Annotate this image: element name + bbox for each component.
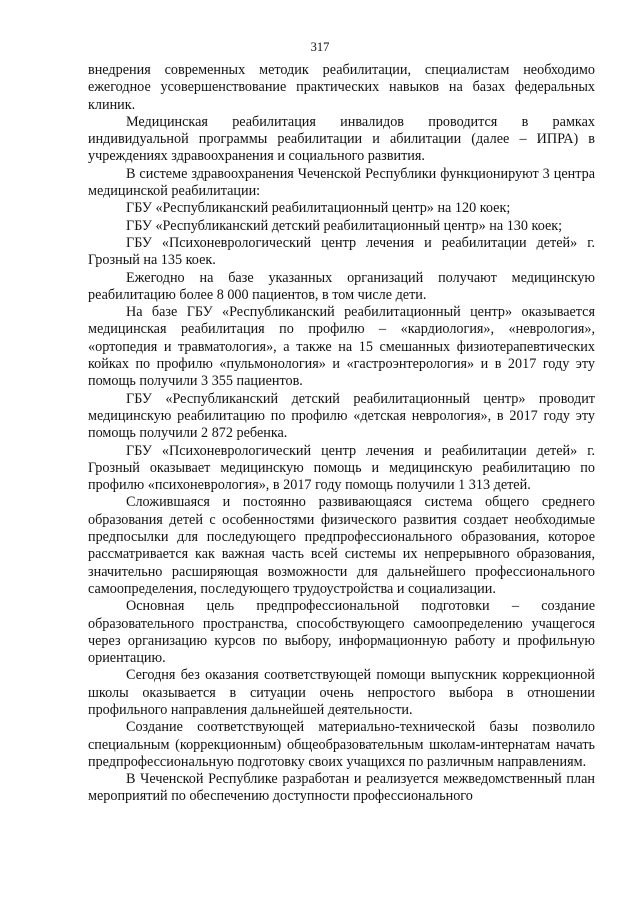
paragraph-medical-rehabilitation: Медицинская реабилитация инвалидов проводится в рамках индивидуальной программы реабилитации и абилитации (далее – ИПРА) в учреждениях здравоохранения и социального развития.	[88, 113, 595, 165]
paragraph-annual-patients: Ежегодно на базе указанных организаций получают медицинскую реабилитацию более 8 000 пациентов, в том числе дети.	[88, 269, 595, 303]
paragraph-children-rehab-center: ГБУ «Республиканский детский реабилитационный центр» проводит медицинскую реабилитацию по профилю «детская неврология», в 2017 году эту помощь получили 2 872 ребенка.	[88, 390, 595, 442]
paragraph-interagency-plan: В Чеченской Республике разработан и реализуется межведомственный план мероприятий по обеспечению доступности профессионального	[88, 771, 595, 805]
document-body	[88, 62, 595, 806]
paragraph-rehab-center-profiles: На базе ГБУ «Республиканский реабилитационный центр» оказывается медицинская реабилитация по профилю – «кардиология», «неврология», «ортопедия и травматология», а также на 15 смешанных физиотерапевтических койках по профилю «пульмонология» и «гастроэнтерология» и в 2017 году эту помощь получили 3 355 пациентов.	[88, 304, 595, 390]
paragraph-material-base: Создание соответствующей материально-технической базы позволило специальным (коррекционным) общеобразовательным школам-интернатам начать предпрофессиональную подготовку своих учащихся по различным направлениям.	[88, 719, 595, 770]
paragraph-graduate-choice: Сегодня без оказания соответствующей помощи выпускник коррекционной школы оказывается в ситуации очень непростого выбора в отношении профильного направления дальнейшей деятельности.	[88, 667, 595, 718]
list-item-psychoneuro-center: ГБУ «Психоневрологический центр лечения и реабилитации детей» г. Грозный на 135 коек.	[88, 234, 595, 269]
paragraph-continuation: внедрения современных методик реабилитации, специалистам необходимо ежегодное усовершенствование практических навыков на базах федеральных клиник.	[88, 62, 595, 113]
paragraph-psychoneuro-center: ГБУ «Психоневрологический центр лечения и реабилитации детей» г. Грозный оказывает медицинскую помощь и медицинскую реабилитацию по профилю «психоневрология», в 2017 году помощь получили 1 313 детей.	[88, 442, 595, 494]
list-item-rehab-center: ГБУ «Республиканский реабилитационный центр» на 120 коек;	[126, 200, 511, 217]
paragraph-rehab-centers-intro: В системе здравоохранения Чеченской Республики функционируют 3 центра медицинской реабилитации:	[88, 165, 595, 200]
paragraph-preprofessional-goal: Основная цель предпрофессиональной подготовки – создание образовательного пространства, способствующего самоопределению учащегося через организацию курсов по выбору, информационную работу и профильную ориентацию.	[88, 598, 595, 667]
list-item-children-rehab-center: ГБУ «Республиканский детский реабилитационный центр» на 130 коек;	[126, 217, 563, 234]
paragraph-education-system: Сложившаяся и постоянно развивающаяся система общего среднего образования детей с особенностями физического развития создает необходимые предпосылки для последующего предпрофессионального образования, которое рассматривается как важная часть всей системы их непрерывного образования, значительно расширяющая возможности для дальнейшего профессионального самоопределения, последующего трудоустройства и социализации.	[88, 494, 595, 597]
page-number: 317	[310, 40, 330, 54]
